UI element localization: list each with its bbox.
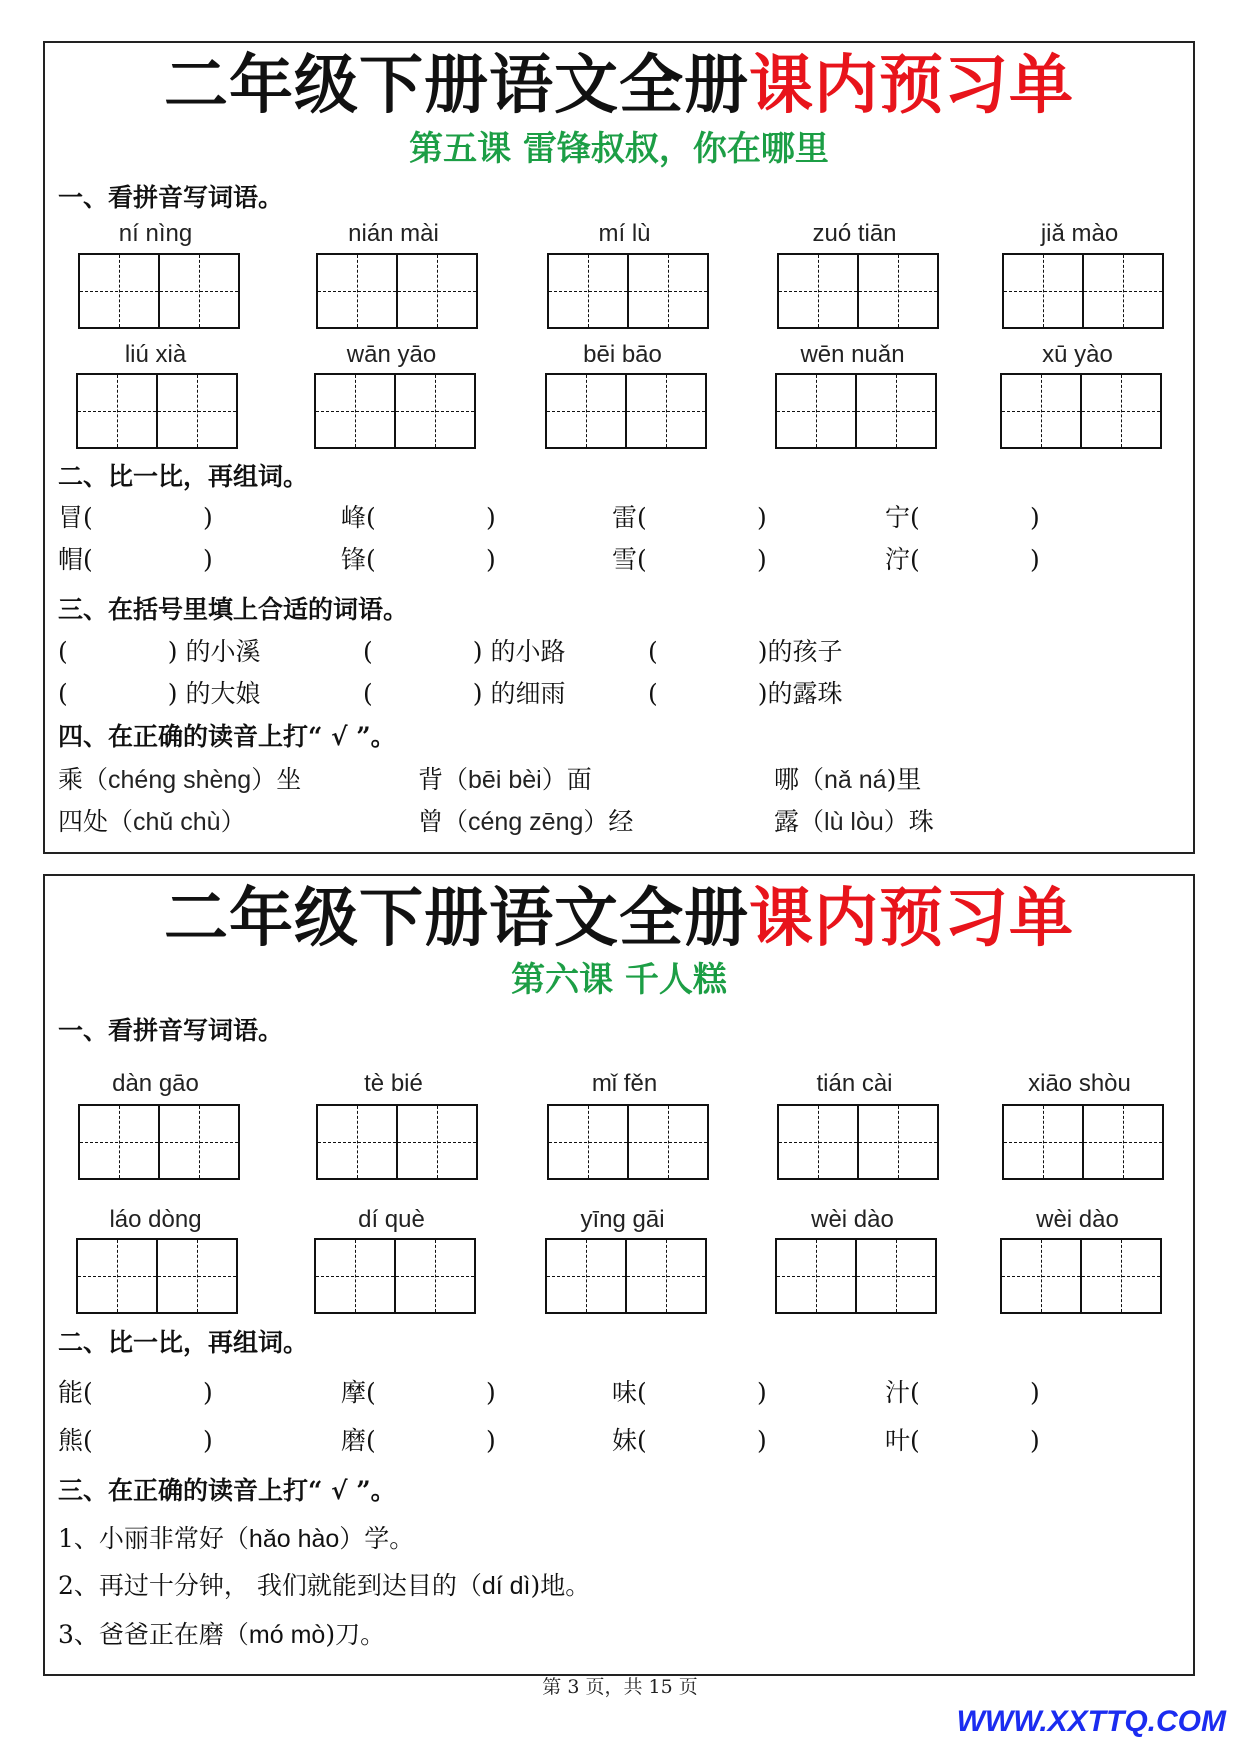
writing-grid[interactable] xyxy=(775,373,937,449)
lesson6-sec1-heading: 一、看拼音写词语。 xyxy=(58,1016,284,1045)
compare-item: 冒( ) xyxy=(58,503,213,532)
writing-grid[interactable] xyxy=(1000,1238,1162,1314)
lesson6-panel xyxy=(43,874,1195,1676)
reading-item: 哪（nǎ ná)里 xyxy=(774,765,922,794)
writing-grid[interactable] xyxy=(547,1104,709,1180)
fill-item: ( ) 的细雨 xyxy=(363,679,566,708)
reading-item: 曾（céng zēng）经 xyxy=(418,807,634,836)
writing-grid[interactable] xyxy=(775,1238,937,1314)
pinyin: mí lù xyxy=(598,220,651,247)
compare-item: 帽( ) xyxy=(58,545,213,574)
lesson5-panel xyxy=(43,41,1195,854)
compare-item: 叶( ) xyxy=(885,1426,1040,1455)
pinyin: wēn nuǎn xyxy=(800,341,905,368)
writing-grid[interactable] xyxy=(316,1104,478,1180)
compare-item: 泞( ) xyxy=(885,545,1040,574)
site-watermark: WWW.XXTTQ.COM xyxy=(956,1705,1226,1738)
writing-grid[interactable] xyxy=(314,1238,476,1314)
lesson5-sec2-heading: 二、比一比，再组词。 xyxy=(58,462,309,491)
writing-grid[interactable] xyxy=(316,253,478,329)
page-title xyxy=(45,881,1193,956)
compare-item: 雪( ) xyxy=(612,545,767,574)
sentence-item: 3、爸爸正在磨（mó mò)刀。 xyxy=(58,1620,386,1649)
compare-item: 汁( ) xyxy=(885,1378,1040,1407)
title-black: 二年级下册语文全册 xyxy=(164,48,749,123)
pinyin: liú xià xyxy=(124,341,187,368)
compare-item: 峰( ) xyxy=(341,503,496,532)
fill-item: ( )的露珠 xyxy=(648,679,843,708)
title-red: 课内预习单 xyxy=(749,881,1074,956)
sentence-item: 2、再过十分钟， 我们就能到达目的（dí dì)地。 xyxy=(58,1571,591,1600)
writing-grid[interactable] xyxy=(777,253,939,329)
lesson5-sec1-heading: 一、看拼音写词语。 xyxy=(58,183,284,212)
pinyin: jiǎ mào xyxy=(1040,220,1119,247)
compare-item: 磨( ) xyxy=(341,1426,496,1455)
writing-grid[interactable] xyxy=(1002,1104,1164,1180)
compare-item: 摩( ) xyxy=(341,1378,496,1407)
compare-item: 锋( ) xyxy=(341,545,496,574)
writing-grid[interactable] xyxy=(545,373,707,449)
pinyin: wān yāo xyxy=(346,341,437,368)
fill-item: ( )的孩子 xyxy=(648,637,843,666)
title-black: 二年级下册语文全册 xyxy=(164,881,749,956)
compare-item: 能( ) xyxy=(58,1378,213,1407)
lesson5-subtitle: 第五课 雷锋叔叔，你在哪里 xyxy=(409,129,829,169)
compare-item: 雷( ) xyxy=(612,503,767,532)
writing-grid[interactable] xyxy=(78,1104,240,1180)
lesson5-sec4-heading: 四、在正确的读音上打“ √ ”。 xyxy=(58,722,396,751)
pinyin: wèi dào xyxy=(1036,1206,1119,1233)
page-footer: 第 3 页，共 15 页 xyxy=(542,1676,698,1698)
pinyin: nián mài xyxy=(348,220,439,247)
lesson6-sec3-heading: 三、在正确的读音上打“ √ ”。 xyxy=(58,1476,396,1505)
fill-item: ( ) 的小路 xyxy=(363,637,566,666)
fill-item: ( ) 的小溪 xyxy=(58,637,261,666)
reading-item: 乘（chéng shèng）坐 xyxy=(58,765,302,794)
compare-item: 宁( ) xyxy=(885,503,1040,532)
pinyin: xū yào xyxy=(1042,341,1113,368)
pinyin: zuó tiān xyxy=(812,220,897,247)
pinyin: xiāo shòu xyxy=(1028,1070,1131,1097)
writing-grid[interactable] xyxy=(777,1104,939,1180)
writing-grid[interactable] xyxy=(76,373,238,449)
compare-item: 熊( ) xyxy=(58,1426,213,1455)
writing-grid[interactable] xyxy=(547,253,709,329)
compare-item: 妹( ) xyxy=(612,1426,767,1455)
pinyin: wèi dào xyxy=(811,1206,894,1233)
reading-item: 四处（chǔ chù） xyxy=(58,807,246,836)
pinyin: yīng gāi xyxy=(580,1206,665,1233)
writing-grid[interactable] xyxy=(1000,373,1162,449)
lesson6-subtitle: 第六课 千人糕 xyxy=(511,960,727,1000)
lesson6-sec2-heading: 二、比一比，再组词。 xyxy=(58,1328,309,1357)
reading-item: 露（lù lòu）珠 xyxy=(774,807,934,836)
fill-item: ( ) 的大娘 xyxy=(58,679,261,708)
pinyin: tè bié xyxy=(364,1070,423,1097)
pinyin: tián cài xyxy=(816,1070,893,1097)
writing-grid[interactable] xyxy=(76,1238,238,1314)
writing-grid[interactable] xyxy=(1002,253,1164,329)
pinyin: ní nìng xyxy=(118,220,193,247)
page-title xyxy=(45,48,1193,123)
reading-item: 背（bēi bèi）面 xyxy=(418,765,592,794)
pinyin: dí què xyxy=(358,1206,425,1233)
writing-grid[interactable] xyxy=(78,253,240,329)
sentence-item: 1、小丽非常好（hǎo hào）学。 xyxy=(58,1524,415,1553)
pinyin: mǐ fěn xyxy=(591,1070,658,1097)
pinyin: dàn gāo xyxy=(112,1070,199,1097)
pinyin: láo dòng xyxy=(109,1206,202,1233)
lesson5-sec3-heading: 三、在括号里填上合适的词语。 xyxy=(58,595,409,624)
writing-grid[interactable] xyxy=(545,1238,707,1314)
pinyin: bēi bāo xyxy=(583,341,662,368)
title-red: 课内预习单 xyxy=(749,48,1074,123)
writing-grid[interactable] xyxy=(314,373,476,449)
compare-item: 味( ) xyxy=(612,1378,767,1407)
